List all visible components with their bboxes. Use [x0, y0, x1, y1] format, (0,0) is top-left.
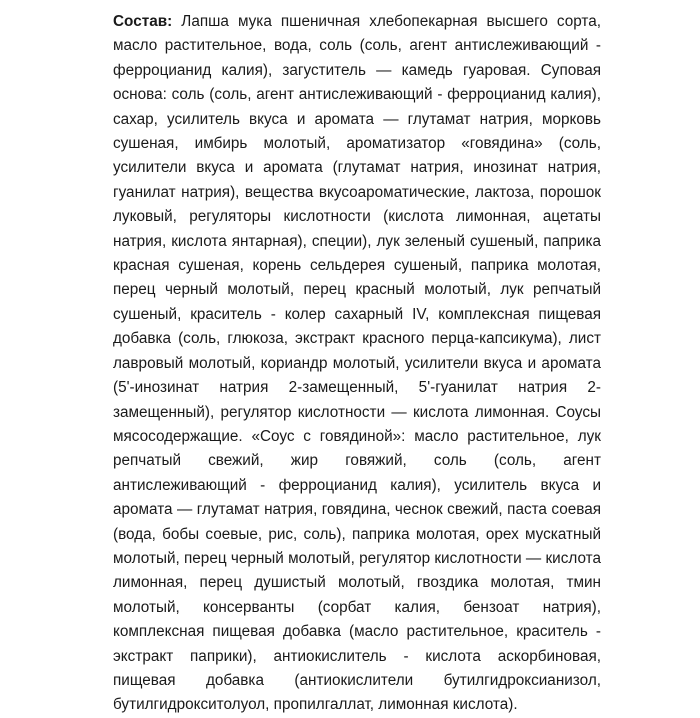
ingredients-paragraph: [113, 10, 601, 718]
ingredients-text: Лапша мука пшеничная хлебопекарная высшего сорта, масло растительное, вода, соль (соль, агент антислеживающий - ферроцианид калия), загуститель — камедь гуаровая. Суповая основа: соль (соль, агент антислеживающий - ферроцианид калия), сахар, усилитель вкуса и аромата — глутамат натрия, морковь сушеная, имбирь молотый, ароматизатор «говядина» (соль, усилители вкуса и аромата (глутамат натрия, инозинат натрия, гуанилат натрия), вещества вкусоароматические, лактоза, порошок луковый, регуляторы кислотности (кислота лимонная, ацетаты натрия, кислота янтарная), специи), лук зеленый сушеный, паприка красная сушеная, корень сельдерея сушеный, паприка молотая, перец черный молотый, перец красный молотый, лук репчатый сушеный, краситель - колер сахарный IV, комплексная пищевая добавка (соль, глюкоза, экстракт красного перца-капсикума), лист лавровый молотый, кориандр молотый, усилители вкуса и аромата (5'-инозинат натрия 2-замещенный, 5'-гуанилат натрия 2-замещенный), регулятор кислотности — кислота лимонная. Соусы мясосодержащие. «Соус с говядиной»: масло растительное, лук репчатый свежий, жир говяжий, соль (соль, агент антислеживающий - ферроцианид калия), усилитель вкуса и аромата — глутамат натрия, говядина, чеснок свежий, паста соевая (вода, бобы соевые, рис, соль), паприка молотая, орех мускатный молотый, перец черный молотый, регулятор кислотности — кислота лимонная, перец душистый молотый, гвоздика молотая, тмин молотый, консерванты (сорбат калия, бензоат натрия), комплексная пищевая добавка (масло растительное, краситель - экстракт паприки), антиокислитель - кислота аскорбиновая, пищевая добавка (антиокислители бутилгидроксианизол, бутилгидрокситолуол, пропилгаллат, лимонная кислота).: [113, 13, 602, 714]
ingredients-label: Состав:: [113, 13, 173, 30]
